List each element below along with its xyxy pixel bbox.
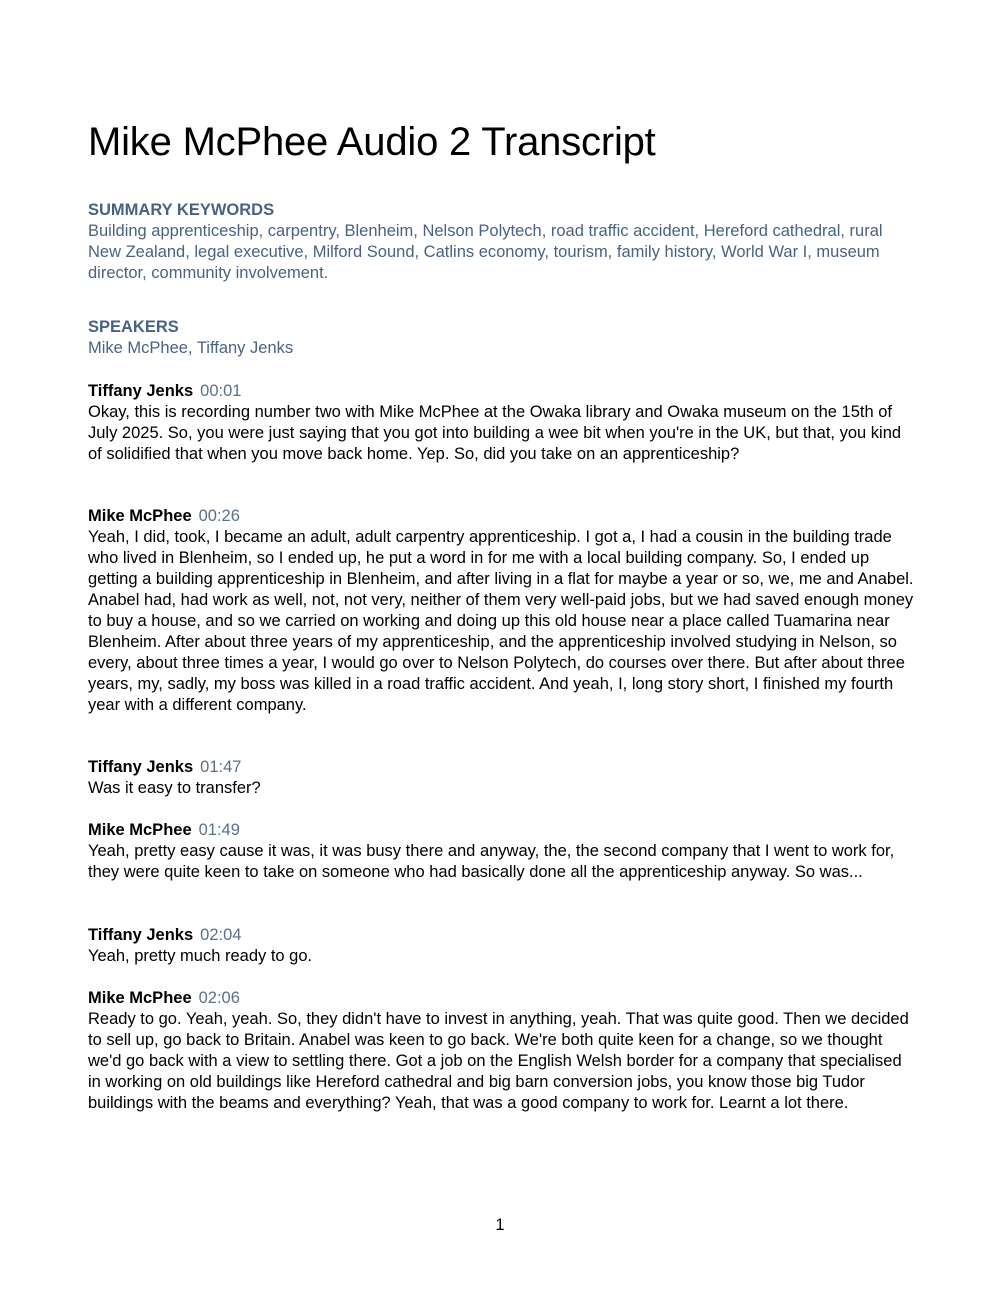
speakers-heading: SPEAKERS (88, 318, 179, 336)
speaker-name: Tiffany Jenks (88, 758, 194, 776)
timestamp: 01:47 (200, 758, 242, 776)
utterance-text: Okay, this is recording number two with Mike McPhee at the Owaka library and Owaka museum on the 15th of July 2025. So, you were just saying that you got into building a wee bit when you're in the UK, but that, you kind of solidified that when you move back home. Yep. So, did you take on an apprenticeship? (88, 403, 902, 463)
transcript-turn (88, 506, 918, 716)
utterance-text: Ready to go. Yeah, yeah. So, they didn't have to invest in anything, yeah. That was quite good. Then we decided to sell up, go back to Britain. Anabel was keen to go back. We're both quite keen for a change, so we thought we'd go back with a view to settling there. Got a job on the English Welsh border for a company that specialised in working on old buildings like Hereford cathedral and big barn conversion jobs, you know those big Tudor buildings with the beams and everything? Yeah, that was a good company to work for. Learnt a lot there. (88, 1010, 909, 1112)
summary-keywords-list: Building apprenticeship, carpentry, Blenheim, Nelson Polytech, road traffic accident, Hereford cathedral, rural New Zealand, legal executive, Milford Sound, Catlins economy, tourism, family history, World War I, museum director, community involvement. (88, 222, 883, 282)
transcript-turn (88, 381, 918, 465)
utterance-text: Yeah, pretty easy cause it was, it was busy there and anyway, the, the second company that I went to work for, they were quite keen to take on someone who had basically done all the apprenticeship anyway. So was... (88, 842, 895, 881)
timestamp: 01:49 (198, 821, 240, 839)
turn-header (88, 757, 918, 778)
speaker-name: Tiffany Jenks (88, 382, 194, 400)
transcript-turn (88, 820, 918, 883)
speakers-section (88, 317, 918, 359)
summary-keywords-section (88, 200, 918, 284)
timestamp: 00:26 (198, 507, 240, 525)
turn-header (88, 988, 918, 1009)
document-title: Mike McPhee Audio 2 Transcript (88, 120, 656, 164)
timestamp: 00:01 (200, 382, 242, 400)
turn-header (88, 925, 918, 946)
timestamp: 02:04 (200, 926, 242, 944)
utterance-text: Was it easy to transfer? (88, 779, 261, 797)
transcript-turn (88, 988, 918, 1114)
speaker-name: Mike McPhee (88, 507, 192, 525)
timestamp: 02:06 (198, 989, 240, 1007)
speaker-name: Mike McPhee (88, 989, 192, 1007)
speakers-list: Mike McPhee, Tiffany Jenks (88, 339, 294, 357)
page-number: 1 (495, 1216, 505, 1234)
turn-header (88, 381, 918, 402)
turn-header (88, 506, 918, 527)
utterance-text: Yeah, I did, took, I became an adult, adult carpentry apprenticeship. I got a, I had a cousin in the building trade who lived in Blenheim, so I ended up, he put a word in for me with a local building company. So, I ended up getting a building apprenticeship in Blenheim, and after living in a flat for maybe a year or so, we, me and Anabel. Anabel had, had work as well, not, not very, neither of them very well-paid jobs, but we had saved enough money to buy a house, and so we carried on working and doing up this old house near a place called Tuamarina near Blenheim. After about three years of my apprenticeship, and the apprenticeship involved studying in Nelson, so every, about three times a year, I would go over to Nelson Polytech, do courses over there. But after about three years, my, sadly, my boss was killed in a road traffic accident. And yeah, I, long story short, I finished my fourth year with a different company. (88, 528, 914, 714)
speaker-name: Mike McPhee (88, 821, 192, 839)
turn-header (88, 820, 918, 841)
summary-keywords-heading: SUMMARY KEYWORDS (88, 201, 275, 219)
speaker-name: Tiffany Jenks (88, 926, 194, 944)
transcript-turn (88, 925, 918, 967)
utterance-text: Yeah, pretty much ready to go. (88, 947, 313, 965)
transcript-turn (88, 757, 918, 799)
